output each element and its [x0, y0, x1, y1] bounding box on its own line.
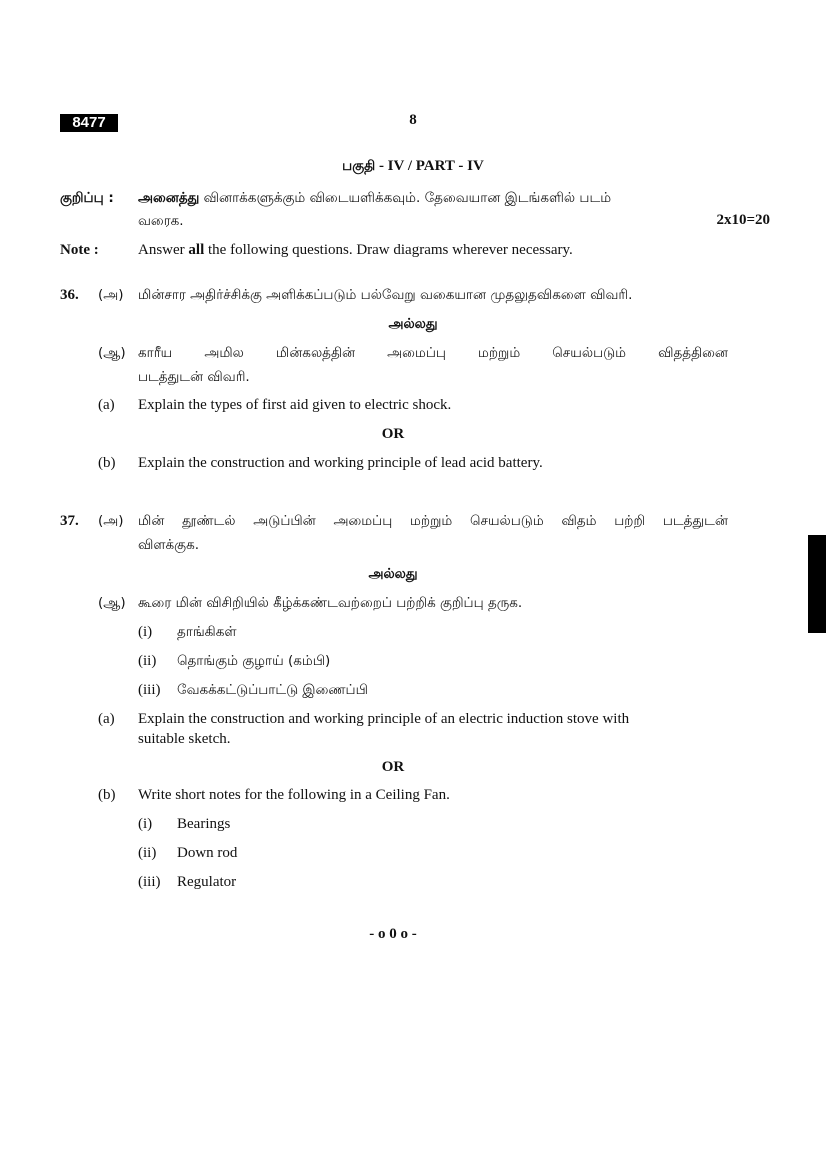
q37-english-item-text: Down rod	[177, 845, 238, 861]
q37-english-item-num: (ii)	[138, 845, 157, 861]
note-text-bold: all	[188, 242, 205, 258]
q37-tamil-item-text: தாங்கிகள்	[177, 624, 237, 640]
q37-tamil-item-num: (i)	[138, 624, 153, 640]
q36-or-english: OR	[381, 426, 405, 442]
q37-or-tamil: அல்லது	[368, 566, 418, 582]
q36-tamil-b-line2: படத்துடன் விவரி.	[138, 369, 250, 385]
q37-tamil-item-text: தொங்கும் குழாய் (கம்பி)	[177, 653, 331, 669]
q37-tamil-a-marker: (அ)	[98, 513, 124, 529]
q36-number: 36.	[60, 287, 79, 303]
marks-allocation: 2x10=20	[716, 212, 770, 228]
q37-english-a-marker: (a)	[98, 711, 115, 727]
instruction-label-tamil: குறிப்பு :	[60, 190, 114, 206]
q37-english-b-text: Write short notes for the following in a Ceiling Fan.	[138, 787, 450, 803]
q36-tamil-b-marker: (ஆ)	[98, 345, 126, 361]
note-text	[138, 242, 573, 259]
q37-english-item-num: (i)	[138, 816, 153, 832]
q36-english-a-marker: (a)	[98, 397, 115, 413]
q37-tamil-b-marker: (ஆ)	[98, 595, 126, 611]
instruction-line2-tamil: வரைக.	[138, 213, 184, 229]
q37-tamil-item-text: வேகக்கட்டுப்பாட்டு இணைப்பி	[177, 682, 368, 698]
q36-tamil-b-line1: காரீய அமில மின்கலத்தின் அமைப்பு மற்றும் செயல்படும் விதத்தினை	[138, 345, 728, 361]
q37-english-item-text: Bearings	[177, 816, 231, 832]
q37-tamil-a-line1: மின் தூண்டல் அடுப்பின் அமைப்பு மற்றும் செயல்படும் விதம் பற்றி படத்துடன்	[138, 513, 728, 529]
note-label: Note :	[60, 242, 99, 258]
note-text-post: the following questions. Draw diagrams wherever necessary.	[204, 242, 573, 258]
q37-tamil-item-num: (iii)	[138, 682, 161, 698]
q37-english-b-marker: (b)	[98, 787, 116, 803]
side-edge-marker	[808, 535, 826, 633]
q37-english-item-text: Regulator	[177, 874, 237, 890]
end-of-paper-mark: - o 0 o -	[369, 926, 417, 942]
q36-english-b-text: Explain the construction and working principle of lead acid battery.	[138, 455, 543, 471]
instruction-text: வினாக்களுக்கும் விடையளிக்கவும். தேவையான இடங்களில் படம்	[199, 190, 612, 206]
q37-tamil-b-text: கூரை மின் விசிறியில் கீழ்க்கண்டவற்றைப் பற்றிக் குறிப்பு தருக.	[138, 595, 523, 611]
q37-tamil-a-line2: விளக்குக.	[138, 537, 200, 553]
part-title	[0, 158, 826, 176]
part-title-tamil: பகுதி	[342, 158, 376, 174]
q37-tamil-item-num: (ii)	[138, 653, 157, 669]
q37-english-item-num: (iii)	[138, 874, 161, 890]
q36-tamil-a-marker: (அ)	[98, 287, 124, 303]
paper-code-badge: 8477	[60, 114, 118, 132]
q37-english-a-line2: suitable sketch.	[138, 731, 231, 747]
q36-or-tamil: அல்லது	[388, 316, 438, 332]
page-number: 8	[409, 112, 417, 128]
q37-number: 37.	[60, 513, 79, 529]
part-title-english: - IV / PART - IV	[375, 158, 484, 174]
q37-or-english: OR	[381, 759, 405, 775]
note-text-pre: Answer	[138, 242, 189, 258]
q37-english-a-line1: Explain the construction and working principle of an electric induction stove with	[138, 711, 630, 727]
instruction-bold-word: அனைத்து	[138, 190, 200, 206]
q36-tamil-a-text: மின்சார அதிர்ச்சிக்கு அளிக்கப்படும் பல்வேறு வகையான முதலுதவிகளை விவரி.	[138, 287, 633, 303]
instruction-line1-tamil	[138, 190, 728, 208]
q36-english-a-text: Explain the types of first aid given to electric shock.	[138, 397, 452, 413]
q36-english-b-marker: (b)	[98, 455, 116, 471]
